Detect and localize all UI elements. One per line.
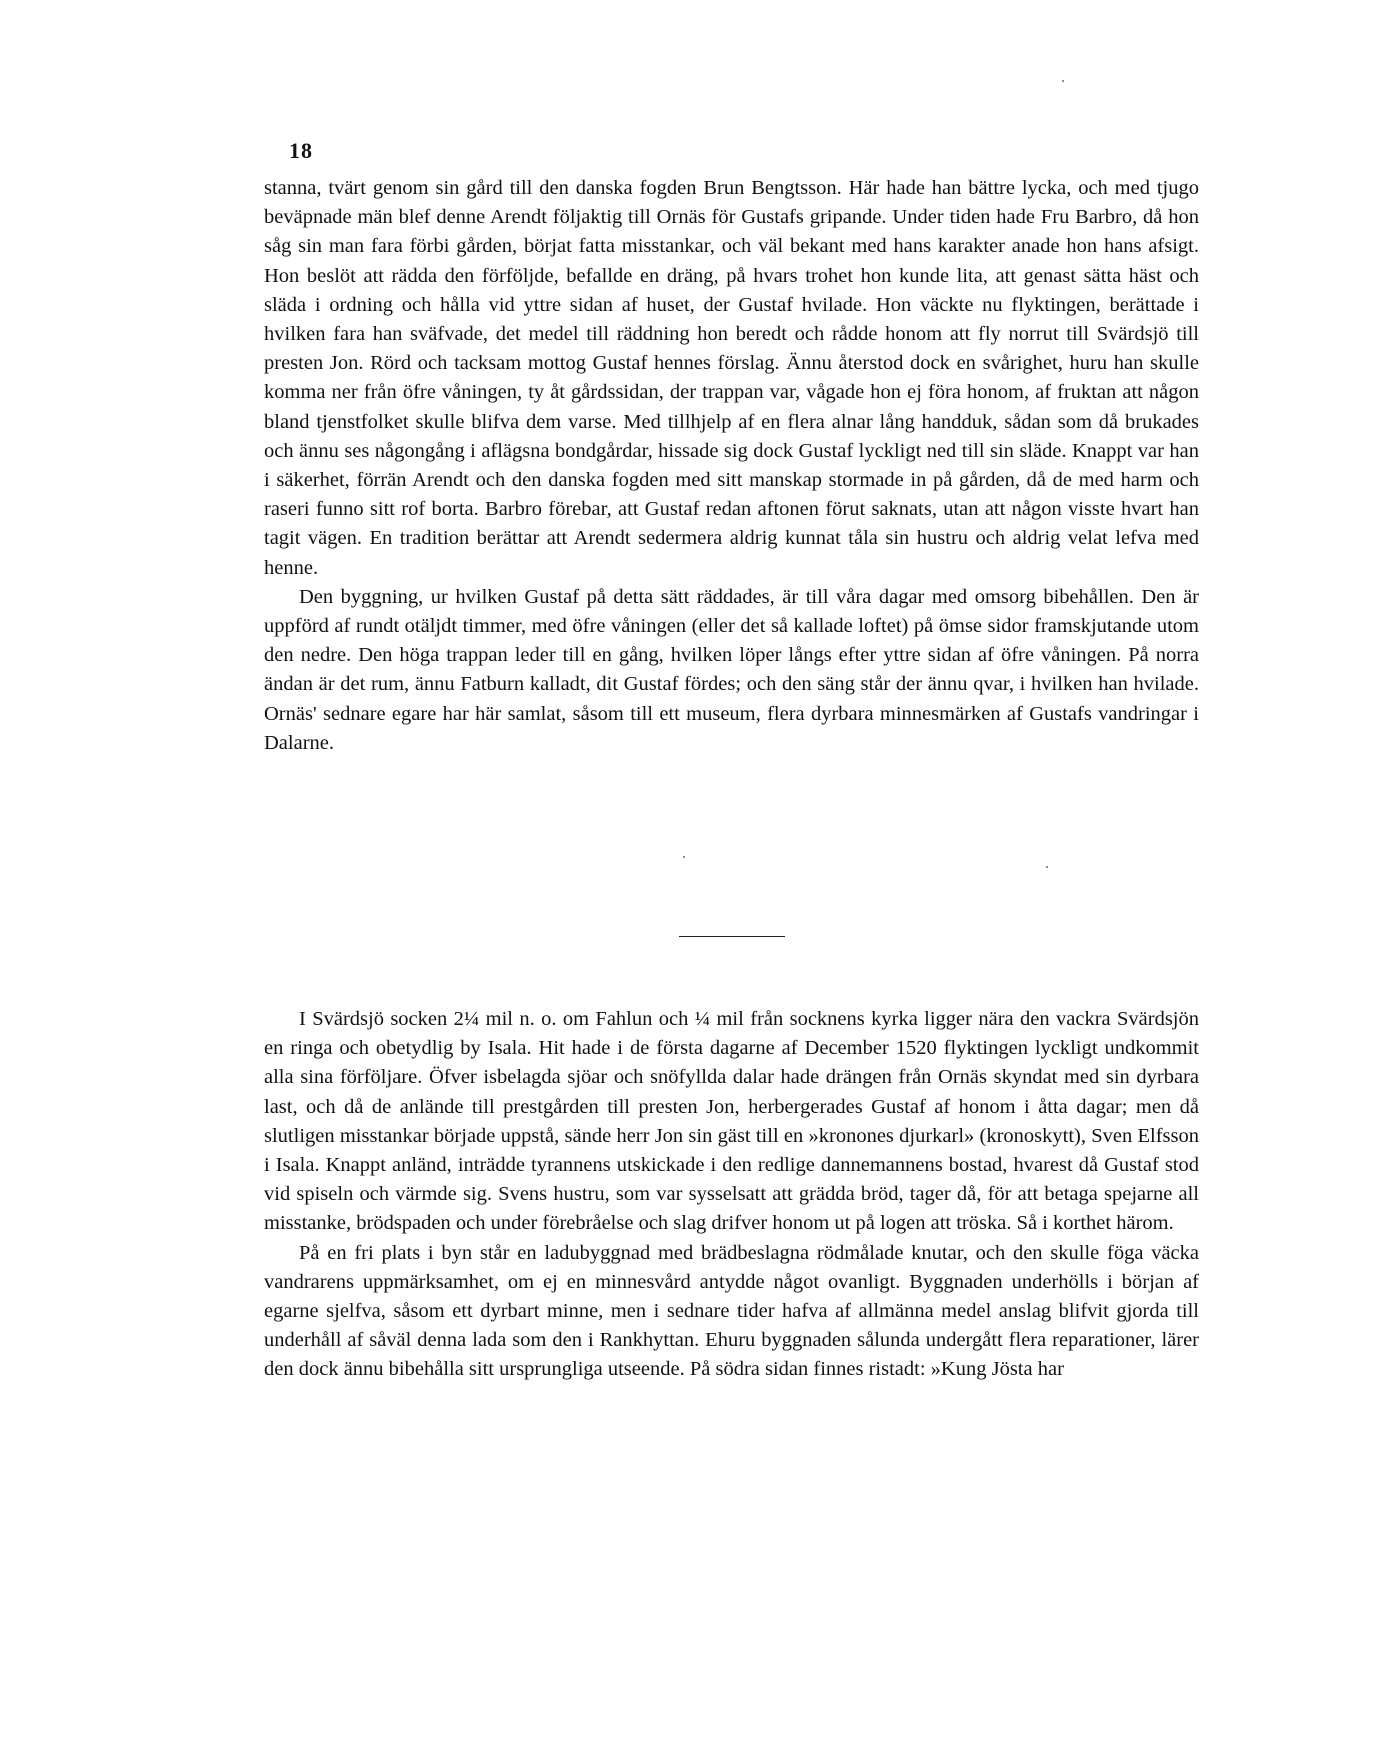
scan-speck	[683, 856, 685, 858]
paragraph: Den byggning, ur hvilken Gustaf på detta sätt räddades, är till våra dagar med omsorg bibehållen. Den är uppförd af rundt otäljdt timmer, med öfre våningen (eller det så kallade loftet) på ömse sidor framskjutande utom den nedre. Den höga trappan leder till en gång, hvilken löper långs efter yttre sidan af öfre våningen. På norra ändan är det rum, ännu Fatburn kalladt, dit Gustaf fördes; och den säng står der ännu qvar, i hvilken han hvilade. Ornäs' sednare egare har här samlat, såsom till ett museum, flera dyrbara minnesmärken af Gustafs vandringar i Dalarne.	[264, 585, 1199, 754]
section-separator-rule	[679, 936, 785, 937]
scan-speck	[1046, 866, 1048, 868]
paragraph: På en fri plats i byn står en ladubyggnad med brädbeslagna rödmålade knutar, och den skulle föga väcka vandrarens uppmärksamhet, om ej en minnesvård antydde något ovanligt. Byggnaden underhölls i början af egarne sjelfva, såsom ett dyrbart minne, men i sednare tider hafva af allmänna medel anslag blifvit gjorda till underhåll af såväl denna lada som den i Rankhyttan. Ehuru byggnaden sålunda undergått flera reparationer, lärer den dock ännu bibehålla sitt ursprungliga utseende. På södra sidan finnes ristadt: »Kung Jösta har	[264, 1241, 1199, 1381]
paragraph: I Svärdsjö socken 2¼ mil n. o. om Fahlun och ¼ mil från socknens kyrka ligger nära den vackra Svärdsjön en ringa och obetydlig by Isala. Hit hade i de första dagarne af December 1520 flyktingen lyckligt undkommit alla sina förföljare. Öfver isbelagda sjöar och snöfyllda dalar hade drängen från Ornäs skyndat med sin dyrbara last, och då de anlände till prestgården till presten Jon, herbergerades Gustaf af honom i åtta dagar; men då slutligen misstankar började uppstå, sände herr Jon sin gäst till en »kronones djurkarl» (kronoskytt), Sven Elfsson i Isala. Knappt anländ, inträdde tyrannens utskickade i den redlige dannemannens bostad, hvarest då Gustaf stod vid spiseln och värmde sig. Svens hustru, som var sysselsatt att grädda bröd, tager då, för att betaga spejarne all misstanke, brödspaden och under förebråelse och slag drifver honom ut på logen att tröska. Så i korthet härom.	[264, 1008, 1199, 1235]
text-section-ornas	[264, 174, 1199, 758]
page-number: 18	[289, 138, 313, 163]
text-section-isala	[264, 1005, 1199, 1385]
scan-speck	[1062, 80, 1064, 82]
paragraph: stanna, tvärt genom sin gård till den danska fogden Brun Bengtsson. Här hade han bättre lycka, och med tjugo beväpnade män blef denne Arendt följaktig till Ornäs för Gustafs gripande. Under tiden hade Fru Barbro, då hon såg sin man fara förbi gården, börjat fatta misstankar, och väl bekant med hans karakter anade hon hans afsigt. Hon beslöt att rädda den förföljde, befallde en dräng, på hvars trohet hon kunde lita, att genast sätta häst och släda i ordning och hålla vid yttre sidan af huset, der Gustaf hvilade. Hon väckte nu flyktingen, berättade i hvilken fara han sväfvade, det medel till räddning hon beredt och rådde honom att fly norrut till Svärdsjö till presten Jon. Rörd och tacksam mottog Gustaf hennes förslag. Ännu återstod dock en svårighet, huru han skulle komma ner från öfre våningen, ty åt gårdssidan, der trappan var, vågade hon ej föra honom, af fruktan att någon bland tjenstfolket skulle blifva dem varse. Med tillhjelp af en flera alnar lång handduk, sådan som då brukades och ännu ses någongång i aflägsna bondgårdar, hissade sig dock Gustaf lyckligt ned till sin släde. Knappt var han i säkerhet, förrän Arendt och den danska fogden med sitt manskap stormade in på gården, då de med harm och raseri funno sitt rof borta. Barbro förebar, att Gustaf redan aftonen förut saknats, utan att någon visste hvart han tagit vägen. En tradition berättar att Arendt sedermera aldrig kunnat tåla sin hustru och aldrig velat lefva med henne.	[264, 177, 1199, 579]
